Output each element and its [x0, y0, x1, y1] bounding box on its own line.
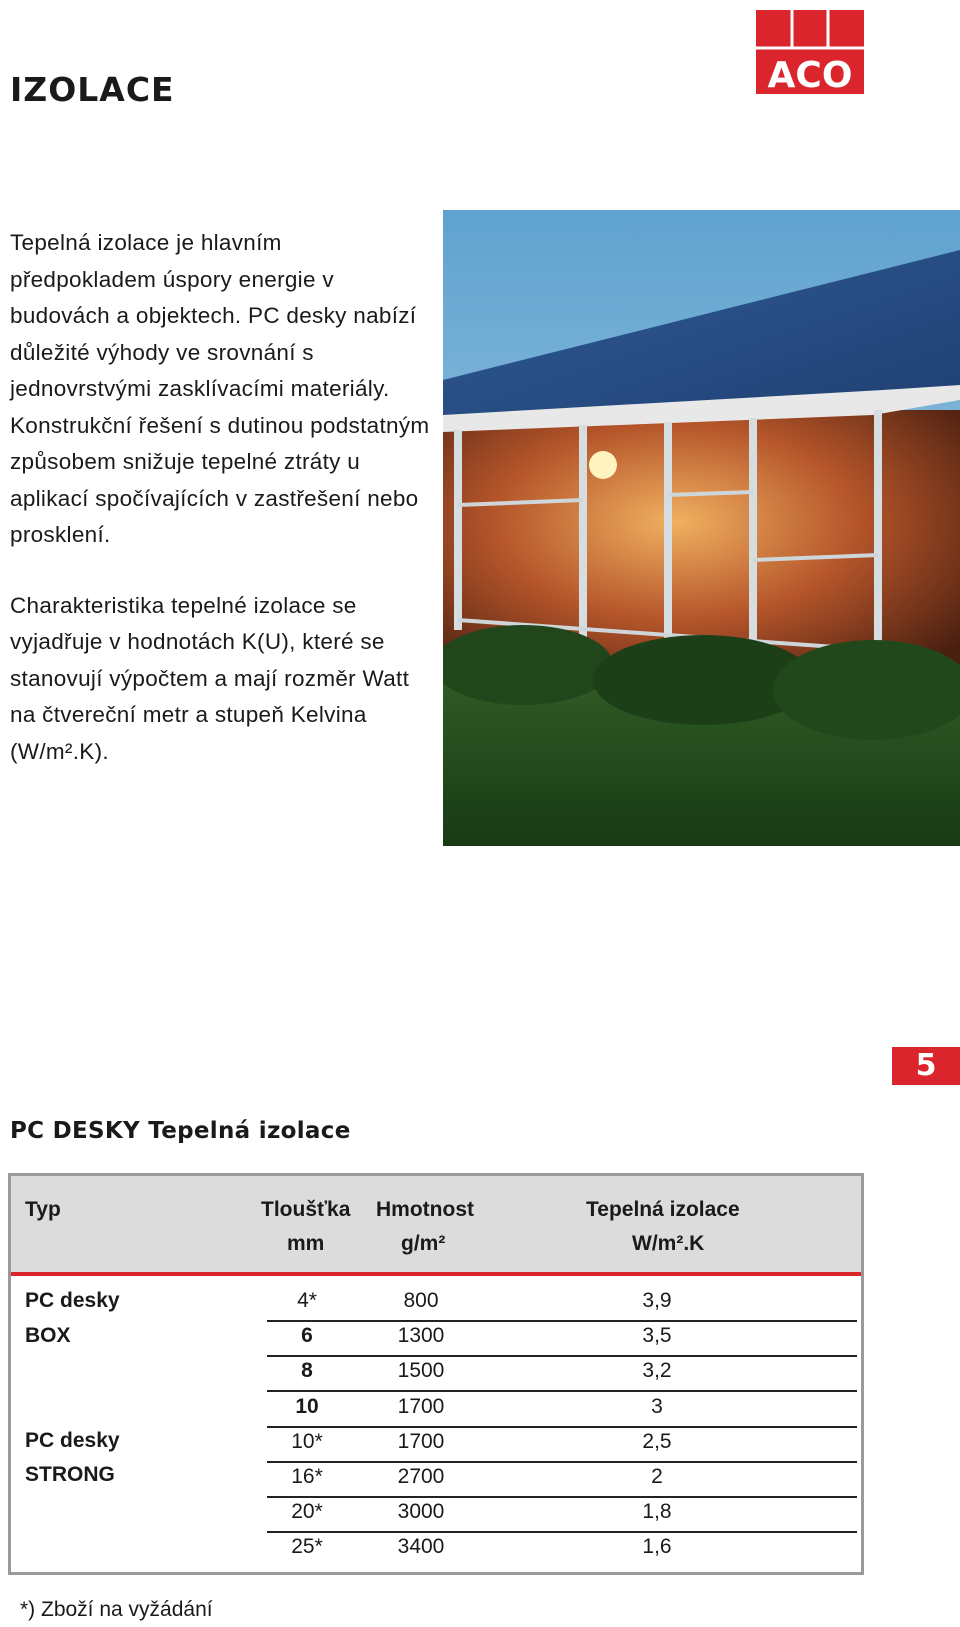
row-divider: [267, 1496, 857, 1498]
logo-text: ACO: [767, 55, 853, 94]
cell-weight: 800: [403, 1289, 439, 1312]
cell-weight: 1500: [397, 1359, 445, 1383]
page-title: IZOLACE: [10, 70, 175, 109]
cell-insulation: 1,8: [642, 1500, 672, 1524]
row-divider: [267, 1426, 857, 1428]
cell-insulation: 2,5: [642, 1429, 672, 1453]
header-weight-unit: g/m²: [401, 1232, 446, 1255]
cell-weight: 2700: [397, 1465, 445, 1488]
header-thickness-unit: mm: [287, 1232, 325, 1255]
cell-insulation: 3,2: [642, 1359, 672, 1383]
footnote: *) Zboží na vyžádání: [20, 1598, 213, 1621]
cell-insulation: 2: [651, 1465, 663, 1488]
row-divider: [267, 1355, 857, 1357]
cell-thickness: 4*: [297, 1289, 317, 1312]
cell-thickness: 8: [301, 1359, 313, 1383]
header-weight: Hmotnost: [376, 1198, 474, 1221]
aco-logo: [756, 10, 864, 94]
group-box-line1: PC desky: [25, 1289, 120, 1312]
cell-thickness: 6: [301, 1324, 313, 1348]
header-insulation: Tepelná izolace: [586, 1198, 740, 1221]
intro-paragraph-2: Charakteristika tepelné izolace se vyjadřuje v hodnotách K(U), které se stanovují výpočtem a mají rozměr Watt na čtvereční metr a stupeň Kelvina (W/m².K).: [10, 592, 410, 764]
cell-weight: 3000: [397, 1500, 445, 1524]
cell-insulation: 3: [651, 1394, 663, 1418]
cell-insulation: 1,6: [642, 1535, 672, 1559]
group-strong-line1: PC desky: [25, 1429, 120, 1452]
header-insulation-unit: W/m².K: [632, 1232, 705, 1255]
cell-thickness: 10*: [291, 1429, 323, 1453]
intro-text: [10, 225, 430, 804]
group-box-line2: BOX: [25, 1324, 71, 1347]
row-divider: [267, 1531, 857, 1533]
row-divider: [267, 1320, 857, 1322]
cell-thickness: 20*: [291, 1500, 323, 1524]
chapter-number-badge: 5: [892, 1047, 960, 1085]
cell-weight: 1700: [397, 1394, 445, 1418]
cell-insulation: 3,5: [642, 1324, 672, 1348]
cell-weight: 1700: [397, 1429, 445, 1453]
row-divider: [267, 1461, 857, 1463]
header-thickness: Tloušťka: [261, 1198, 351, 1221]
row-divider: [267, 1390, 857, 1392]
header-typ: Typ: [25, 1198, 61, 1221]
cell-thickness: 10: [295, 1394, 319, 1418]
cell-thickness: 16*: [291, 1465, 323, 1488]
conservatory-photo: [443, 210, 960, 846]
table-header: [11, 1176, 861, 1276]
cell-weight: 3400: [397, 1535, 445, 1559]
table-heading: PC DESKY Tepelná izolace: [10, 1118, 351, 1144]
group-strong-line2: STRONG: [25, 1463, 115, 1486]
cell-insulation: 3,9: [642, 1289, 672, 1312]
insulation-table: [8, 1173, 864, 1575]
cell-thickness: 25*: [291, 1535, 323, 1559]
intro-paragraph-1: Tepelná izolace je hlavním předpokladem úspory energie v budovách a objektech. PC desky nabízí důležité výhody ve srovnání s jednovrstvými zasklívacími materiály. Konstrukční řešení s dutinou podstatným způsobem snižuje tepelné ztráty u aplikací spočívajících v zastřešení nebo prosklení.: [10, 230, 430, 547]
cell-weight: 1300: [397, 1324, 445, 1348]
